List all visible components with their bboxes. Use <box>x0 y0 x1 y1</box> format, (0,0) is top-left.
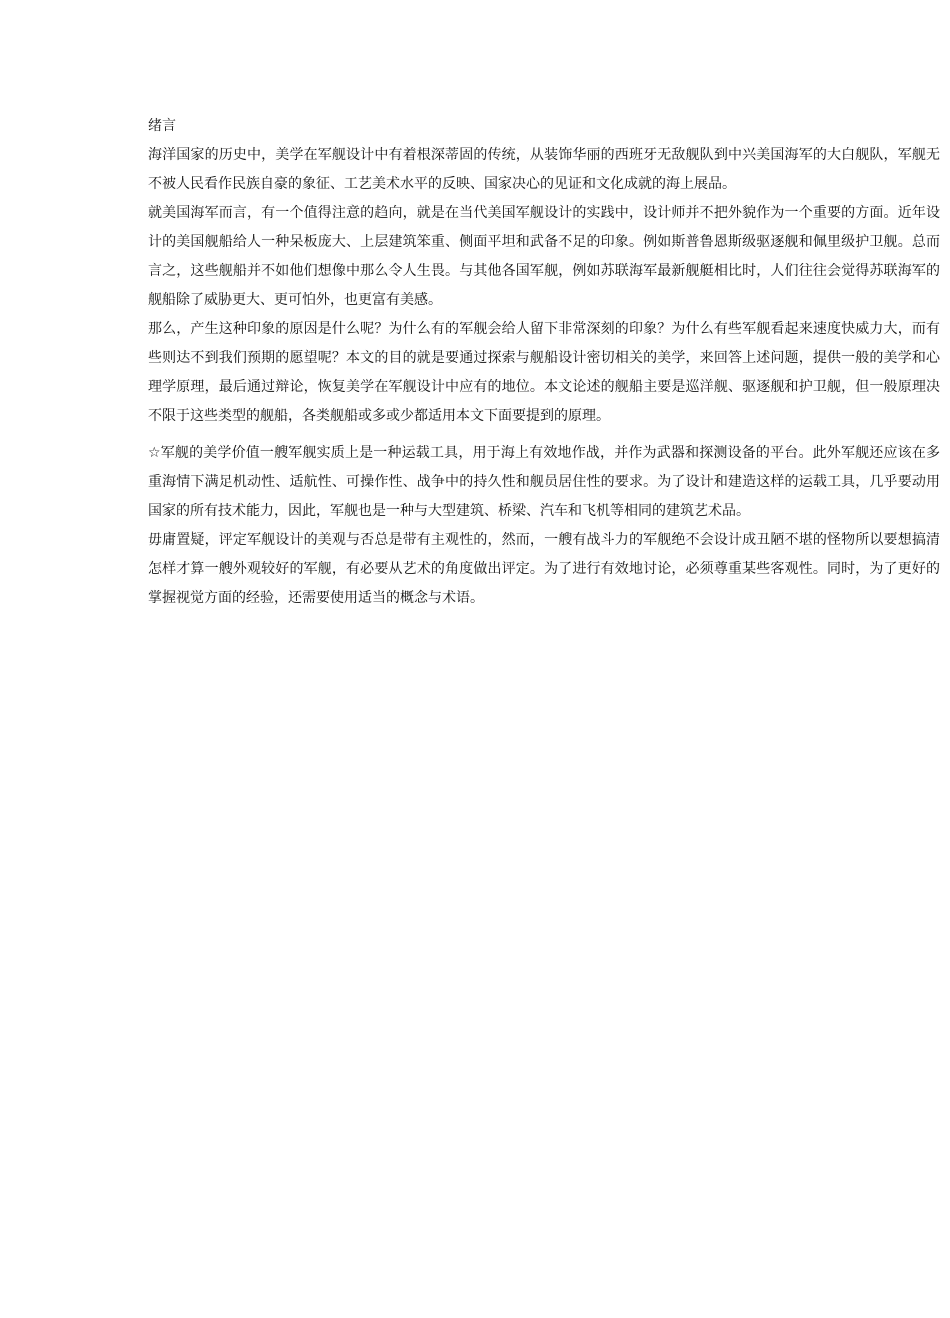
section-divider-space <box>148 431 940 439</box>
paragraph-purpose: 那么，产生这种印象的原因是什么呢？为什么有的军舰会给人留下非常深刻的印象？为什么有些军舰看起来速度快威力大，而有些则达不到我们预期的愿望呢？本文的目的就是要通过探索与舰船设计密切相关的美学，来回答上述问题，提供一般的美学和心理学原理，最后通过辩论，恢复美学在军舰设计中应有的地位。本文论述的舰船主要是巡洋舰、驱逐舰和护卫舰，但一般原理决不限于这些类型的舰船，各类舰船或多或少都适用本文下面要提到的原理。 <box>148 321 940 424</box>
section-heading: 绪言 <box>148 118 176 134</box>
paragraph-history: 海洋国家的历史中，美学在军舰设计中有着根深蒂固的传统，从装饰华丽的西班牙无敌舰队到中兴美国海军的大白舰队，军舰无不被人民看作民族自豪的象征、工艺美术水平的反映、国家决心的见证和文化成就的海上展品。 <box>148 147 940 192</box>
paragraph-subjectivity: 毋庸置疑，评定军舰设计的美观与否总是带有主观性的，然而，一艘有战斗力的军舰绝不会设计成丑陋不堪的怪物所以要想搞清怎样才算一艘外观较好的军舰，有必要从艺术的角度做出评定。为了进行有效地讨论，必须尊重某些客观性。同时，为了更好的掌握视觉方面的经验，还需要使用适当的概念与术语。 <box>148 532 940 606</box>
paragraph-aesthetic-value: ☆军舰的美学价值一艘军舰实质上是一种运载工具，用于海上有效地作战，并作为武器和探测设备的平台。此外军舰还应该在多重海情下满足机动性、适航性、可操作性、战争中的持久性和舰员居住性的要求。为了设计和建造这样的运载工具，几乎要动用国家的所有技术能力，因此，军舰也是一种与大型建筑、桥梁、汽车和飞机等相同的建筑艺术品。 <box>148 445 940 519</box>
paragraph-us-navy: 就美国海军而言，有一个值得注意的趋向，就是在当代美国军舰设计的实践中，设计师并不把外貌作为一个重要的方面。近年设计的美国舰船给人一种呆板庞大、上层建筑笨重、侧面平坦和武备不足的印象。例如斯普鲁恩斯级驱逐舰和佩里级护卫舰。总而言之，这些舰船并不如他们想像中那么令人生畏。与其他各国军舰，例如苏联海军最新舰艇相比时，人们往往会觉得苏联海军的舰船除了威胁更大、更可怕外，也更富有美感。 <box>148 205 940 308</box>
document-body <box>148 112 940 613</box>
